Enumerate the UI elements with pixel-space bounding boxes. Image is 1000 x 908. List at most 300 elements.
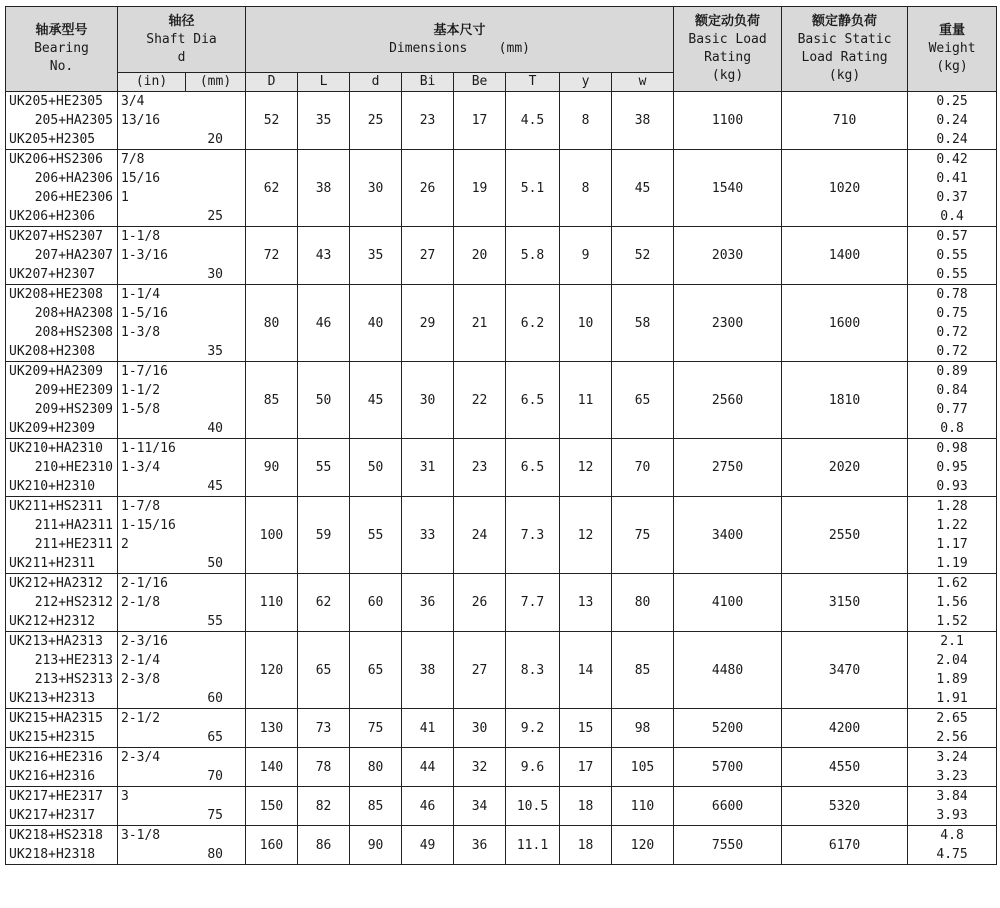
- weight-value: 1.22: [936, 518, 968, 533]
- bearing-model: 210+HE2310: [34, 460, 113, 475]
- cell-Be: 19: [454, 150, 506, 227]
- cell-Bi: 26: [402, 150, 454, 227]
- shaft-mm-cell: [186, 787, 246, 826]
- cell-d: 65: [350, 632, 402, 709]
- cell-y: 12: [560, 497, 612, 574]
- weight-value: 1.56: [936, 595, 968, 610]
- cell-T: 9.6: [506, 748, 560, 787]
- shaft-mm-cell: [186, 709, 246, 748]
- cell-Be: 32: [454, 748, 506, 787]
- bearing-no-cell: [6, 150, 118, 227]
- cell-L: 82: [298, 787, 350, 826]
- cell-Bi: 33: [402, 497, 454, 574]
- weight-cell: [908, 439, 997, 497]
- header-col-Be: Be: [454, 73, 506, 92]
- shaft-inch-cell: [118, 362, 186, 439]
- cell-T: 6.5: [506, 439, 560, 497]
- cell-Bi: 30: [402, 362, 454, 439]
- weight-cell: [908, 574, 997, 632]
- bearing-model: 209+HS2309: [34, 402, 113, 417]
- cell-w: 70: [612, 439, 674, 497]
- table-header: [6, 7, 997, 92]
- header-dyn-zh: 额定动负荷: [695, 14, 761, 29]
- bearing-model: 213+HS2313: [34, 672, 113, 687]
- cell-stat: 3470: [782, 632, 908, 709]
- weight-value: 0.25: [936, 94, 968, 109]
- cell-w: 58: [612, 285, 674, 362]
- bearing-model: UK207+H2307: [9, 267, 96, 282]
- cell-D: 80: [246, 285, 298, 362]
- weight-value: 1.62: [936, 576, 968, 591]
- bearing-no-cell: [6, 92, 118, 150]
- weight-value: 1.19: [936, 556, 968, 571]
- weight-value: 3.84: [936, 789, 968, 804]
- cell-dyn: 2300: [674, 285, 782, 362]
- bearing-model: 211+HA2311: [34, 518, 113, 533]
- cell-L: 50: [298, 362, 350, 439]
- cell-T: 6.2: [506, 285, 560, 362]
- cell-d: 80: [350, 748, 402, 787]
- shaft-inch-spacer: [121, 806, 183, 825]
- cell-d: 50: [350, 439, 402, 497]
- bearing-no-cell: [6, 709, 118, 748]
- weight-cell: [908, 826, 997, 865]
- shaft-inch-value: 1-3/4: [121, 460, 161, 475]
- cell-L: 86: [298, 826, 350, 865]
- bearing-model: UK206+HS2306: [9, 152, 103, 167]
- cell-D: 120: [246, 632, 298, 709]
- cell-w: 98: [612, 709, 674, 748]
- bearing-spec-table: [5, 6, 997, 865]
- cell-D: 100: [246, 497, 298, 574]
- cell-L: 59: [298, 497, 350, 574]
- shaft-inch-spacer: [121, 845, 183, 864]
- shaft-mm-cell: [186, 285, 246, 362]
- cell-dyn: 1540: [674, 150, 782, 227]
- cell-T: 5.1: [506, 150, 560, 227]
- cell-w: 45: [612, 150, 674, 227]
- shaft-inch-spacer: [121, 554, 183, 573]
- bearing-model: UK210+H2310: [9, 479, 96, 494]
- shaft-mm-cell: [186, 632, 246, 709]
- bearing-model: UK207+HS2307: [9, 229, 103, 244]
- cell-y: 12: [560, 439, 612, 497]
- shaft-mm-value: 60: [207, 691, 224, 706]
- bearing-model: UK205+HE2305: [9, 94, 103, 109]
- bearing-model: UK215+HA2315: [9, 711, 103, 726]
- cell-dyn: 4480: [674, 632, 782, 709]
- bearing-model: UK209+H2309: [9, 421, 96, 436]
- table-row: [6, 632, 997, 709]
- cell-d: 60: [350, 574, 402, 632]
- shaft-mm-value: 70: [207, 769, 224, 784]
- cell-d: 90: [350, 826, 402, 865]
- weight-value: 0.72: [936, 325, 968, 340]
- weight-value: 0.84: [936, 383, 968, 398]
- table-body: [6, 92, 997, 865]
- cell-w: 120: [612, 826, 674, 865]
- cell-y: 17: [560, 748, 612, 787]
- shaft-inch-value: 2-3/4: [121, 750, 161, 765]
- bearing-model: UK209+HA2309: [9, 364, 103, 379]
- cell-y: 14: [560, 632, 612, 709]
- cell-Be: 23: [454, 439, 506, 497]
- cell-D: 150: [246, 787, 298, 826]
- bearing-model: UK217+H2317: [9, 808, 96, 823]
- cell-w: 52: [612, 227, 674, 285]
- weight-value: 1.28: [936, 499, 968, 514]
- cell-w: 80: [612, 574, 674, 632]
- bearing-model: UK211+HS2311: [9, 499, 103, 514]
- cell-stat: 2020: [782, 439, 908, 497]
- weight-value: 0.8: [940, 421, 964, 436]
- shaft-inch-cell: [118, 632, 186, 709]
- weight-value: 0.77: [936, 402, 968, 417]
- header-weight: [908, 7, 997, 92]
- weight-value: 2.04: [936, 653, 968, 668]
- shaft-mm-cell: [186, 497, 246, 574]
- shaft-mm-value: 55: [207, 614, 224, 629]
- cell-dyn: 4100: [674, 574, 782, 632]
- table-row: [6, 826, 997, 865]
- cell-stat: 1810: [782, 362, 908, 439]
- shaft-mm-value: 50: [207, 556, 224, 571]
- bearing-model: UK205+H2305: [9, 132, 96, 147]
- cell-y: 13: [560, 574, 612, 632]
- cell-Bi: 44: [402, 748, 454, 787]
- header-unit-in: (in): [118, 73, 186, 92]
- shaft-inch-cell: [118, 497, 186, 574]
- shaft-mm-value: 75: [207, 808, 224, 823]
- cell-Bi: 46: [402, 787, 454, 826]
- header-wt-en: Weight: [928, 41, 976, 56]
- bearing-model: UK213+HA2313: [9, 634, 103, 649]
- table-row: [6, 574, 997, 632]
- header-dims-unit: (mm): [498, 40, 530, 56]
- cell-y: 11: [560, 362, 612, 439]
- shaft-inch-value: 15/16: [121, 171, 161, 186]
- shaft-inch-spacer: [121, 130, 183, 149]
- cell-D: 62: [246, 150, 298, 227]
- cell-dyn: 5700: [674, 748, 782, 787]
- cell-L: 46: [298, 285, 350, 362]
- cell-stat: 6170: [782, 826, 908, 865]
- shaft-inch-value: 3/4: [121, 94, 145, 109]
- weight-value: 0.89: [936, 364, 968, 379]
- shaft-mm-cell: [186, 227, 246, 285]
- shaft-inch-value: 1-1/2: [121, 383, 161, 398]
- cell-T: 8.3: [506, 632, 560, 709]
- shaft-mm-value: 80: [207, 847, 224, 862]
- bearing-model: UK211+H2311: [9, 556, 96, 571]
- header-col-L: L: [298, 73, 350, 92]
- shaft-inch-spacer: [121, 689, 183, 708]
- cell-y: 10: [560, 285, 612, 362]
- bearing-no-cell: [6, 227, 118, 285]
- header-bearing-no: [6, 7, 118, 92]
- cell-Be: 22: [454, 362, 506, 439]
- cell-Bi: 31: [402, 439, 454, 497]
- header-dyn-en-2: Rating: [704, 50, 752, 65]
- weight-cell: [908, 748, 997, 787]
- weight-value: 1.52: [936, 614, 968, 629]
- header-dynamic-load: [674, 7, 782, 92]
- weight-cell: [908, 709, 997, 748]
- shaft-inch-value: 13/16: [121, 113, 161, 128]
- shaft-inch-cell: [118, 787, 186, 826]
- bearing-model: 212+HS2312: [34, 595, 113, 610]
- cell-stat: 1020: [782, 150, 908, 227]
- cell-y: 18: [560, 787, 612, 826]
- cell-stat: 2550: [782, 497, 908, 574]
- shaft-mm-value: 45: [207, 479, 224, 494]
- cell-w: 110: [612, 787, 674, 826]
- weight-cell: [908, 787, 997, 826]
- table-row: [6, 285, 997, 362]
- weight-value: 2.1: [940, 634, 964, 649]
- bearing-model: UK218+H2318: [9, 847, 96, 862]
- cell-w: 38: [612, 92, 674, 150]
- header-unit-mm: (mm): [186, 73, 246, 92]
- shaft-mm-cell: [186, 574, 246, 632]
- shaft-inch-spacer: [121, 612, 183, 631]
- cell-Be: 30: [454, 709, 506, 748]
- bearing-model: 209+HE2309: [34, 383, 113, 398]
- weight-value: 0.4: [940, 209, 964, 224]
- shaft-inch-value: 3-1/8: [121, 828, 161, 843]
- bearing-no-cell: [6, 362, 118, 439]
- bearing-no-cell: [6, 748, 118, 787]
- cell-Bi: 49: [402, 826, 454, 865]
- bearing-no-cell: [6, 574, 118, 632]
- cell-dyn: 5200: [674, 709, 782, 748]
- shaft-inch-cell: [118, 709, 186, 748]
- weight-value: 0.55: [936, 267, 968, 282]
- shaft-inch-value: 2-3/16: [121, 634, 168, 649]
- shaft-mm-value: 40: [207, 421, 224, 436]
- table-row: [6, 439, 997, 497]
- weight-value: 2.56: [936, 730, 968, 745]
- cell-Bi: 36: [402, 574, 454, 632]
- weight-cell: [908, 92, 997, 150]
- header-bearing-zh: 轴承型号: [35, 23, 88, 38]
- cell-d: 55: [350, 497, 402, 574]
- header-stat-unit: (kg): [828, 68, 861, 83]
- shaft-inch-value: 7/8: [121, 152, 145, 167]
- table-row: [6, 227, 997, 285]
- cell-Be: 34: [454, 787, 506, 826]
- cell-d: 40: [350, 285, 402, 362]
- header-wt-zh: 重量: [939, 23, 966, 38]
- weight-value: 0.98: [936, 441, 968, 456]
- cell-stat: 4550: [782, 748, 908, 787]
- bearing-model: 206+HA2306: [34, 171, 113, 186]
- bearing-model: 208+HS2308: [34, 325, 113, 340]
- header-col-D: D: [246, 73, 298, 92]
- bearing-no-cell: [6, 497, 118, 574]
- weight-cell: [908, 362, 997, 439]
- shaft-mm-cell: [186, 362, 246, 439]
- bearing-model: UK212+H2312: [9, 614, 96, 629]
- cell-D: 90: [246, 439, 298, 497]
- table-row: [6, 497, 997, 574]
- cell-L: 38: [298, 150, 350, 227]
- header-wt-unit: (kg): [936, 59, 968, 74]
- bearing-no-cell: [6, 285, 118, 362]
- bearing-model: UK206+H2306: [9, 209, 96, 224]
- cell-d: 85: [350, 787, 402, 826]
- shaft-inch-value: 2-1/8: [121, 595, 161, 610]
- table-row: [6, 787, 997, 826]
- weight-value: 3.23: [936, 769, 968, 784]
- weight-cell: [908, 227, 997, 285]
- weight-value: 0.57: [936, 229, 968, 244]
- header-col-d: d: [350, 73, 402, 92]
- header-col-w: w: [612, 73, 674, 92]
- shaft-inch-value: 2-3/8: [121, 672, 161, 687]
- cell-stat: 1400: [782, 227, 908, 285]
- weight-value: 0.42: [936, 152, 968, 167]
- cell-L: 55: [298, 439, 350, 497]
- cell-dyn: 2560: [674, 362, 782, 439]
- bearing-model: UK213+H2313: [9, 691, 96, 706]
- weight-value: 1.17: [936, 537, 968, 552]
- header-col-T: T: [506, 73, 560, 92]
- cell-y: 18: [560, 826, 612, 865]
- shaft-mm-cell: [186, 439, 246, 497]
- shaft-inch-value: 2-1/2: [121, 711, 161, 726]
- weight-value: 0.75: [936, 306, 968, 321]
- header-stat-en: Basic Static: [797, 32, 892, 47]
- bearing-no-cell: [6, 787, 118, 826]
- weight-value: 0.24: [936, 113, 968, 128]
- cell-stat: 710: [782, 92, 908, 150]
- cell-D: 130: [246, 709, 298, 748]
- cell-dyn: 2750: [674, 439, 782, 497]
- shaft-inch-spacer: [121, 342, 183, 361]
- shaft-inch-value: 1-3/8: [121, 325, 161, 340]
- cell-stat: 3150: [782, 574, 908, 632]
- table-row: [6, 150, 997, 227]
- cell-dyn: 7550: [674, 826, 782, 865]
- weight-value: 0.93: [936, 479, 968, 494]
- cell-stat: 4200: [782, 709, 908, 748]
- header-bearing-en-2: No.: [49, 59, 74, 74]
- shaft-mm-value: 20: [207, 132, 224, 147]
- shaft-mm-value: 25: [207, 209, 224, 224]
- shaft-inch-spacer: [121, 419, 183, 438]
- shaft-inch-value: 1-15/16: [121, 518, 176, 533]
- header-dims-en: [249, 40, 670, 58]
- shaft-inch-cell: [118, 227, 186, 285]
- cell-D: 160: [246, 826, 298, 865]
- cell-d: 45: [350, 362, 402, 439]
- bearing-model: 207+HA2307: [34, 248, 113, 263]
- shaft-inch-cell: [118, 748, 186, 787]
- weight-value: 4.8: [940, 828, 964, 843]
- cell-L: 43: [298, 227, 350, 285]
- cell-T: 6.5: [506, 362, 560, 439]
- bearing-model: UK217+HE2317: [9, 789, 103, 804]
- bearing-model: UK216+H2316: [9, 769, 96, 784]
- bearing-model: 206+HE2306: [34, 190, 113, 205]
- header-dyn-en: Basic Load: [688, 32, 767, 47]
- cell-T: 11.1: [506, 826, 560, 865]
- header-dims-en-text: Dimensions: [389, 40, 468, 56]
- cell-D: 85: [246, 362, 298, 439]
- cell-Bi: 29: [402, 285, 454, 362]
- cell-d: 75: [350, 709, 402, 748]
- shaft-mm-cell: [186, 92, 246, 150]
- cell-Be: 20: [454, 227, 506, 285]
- cell-y: 8: [560, 150, 612, 227]
- weight-value: 0.37: [936, 190, 968, 205]
- header-stat-zh: 额定静负荷: [812, 14, 878, 29]
- header-bearing-en: Bearing: [34, 41, 89, 56]
- cell-d: 35: [350, 227, 402, 285]
- shaft-inch-value: 1-11/16: [121, 441, 176, 456]
- shaft-inch-value: 1-7/16: [121, 364, 168, 379]
- shaft-inch-value: 1-3/16: [121, 248, 168, 263]
- weight-value: 0.95: [936, 460, 968, 475]
- cell-d: 30: [350, 150, 402, 227]
- weight-value: 0.41: [936, 171, 968, 186]
- header-stat-en-2: Load Rating: [801, 50, 888, 65]
- table-row: [6, 92, 997, 150]
- shaft-inch-spacer: [121, 767, 183, 786]
- cell-w: 75: [612, 497, 674, 574]
- cell-d: 25: [350, 92, 402, 150]
- cell-Bi: 41: [402, 709, 454, 748]
- bearing-model: UK218+HS2318: [9, 828, 103, 843]
- weight-value: 0.24: [936, 132, 968, 147]
- weight-cell: [908, 497, 997, 574]
- weight-cell: [908, 632, 997, 709]
- cell-w: 65: [612, 362, 674, 439]
- cell-Bi: 38: [402, 632, 454, 709]
- header-shaft-en: Shaft Dia: [146, 31, 217, 47]
- weight-value: 2.65: [936, 711, 968, 726]
- bearing-model: UK212+HA2312: [9, 576, 103, 591]
- cell-T: 7.7: [506, 574, 560, 632]
- shaft-mm-cell: [186, 748, 246, 787]
- weight-cell: [908, 150, 997, 227]
- bearing-model: UK215+H2315: [9, 730, 96, 745]
- shaft-inch-value: 2-1/16: [121, 576, 168, 591]
- header-dyn-unit: (kg): [711, 68, 744, 83]
- table-row: [6, 748, 997, 787]
- shaft-mm-cell: [186, 826, 246, 865]
- cell-dyn: 1100: [674, 92, 782, 150]
- shaft-inch-value: 1: [121, 190, 129, 205]
- bearing-model: 213+HE2313: [34, 653, 113, 668]
- weight-value: 1.91: [936, 691, 968, 706]
- bearing-no-cell: [6, 632, 118, 709]
- cell-T: 5.8: [506, 227, 560, 285]
- cell-L: 78: [298, 748, 350, 787]
- cell-y: 9: [560, 227, 612, 285]
- cell-L: 62: [298, 574, 350, 632]
- cell-y: 8: [560, 92, 612, 150]
- weight-value: 3.24: [936, 750, 968, 765]
- cell-D: 110: [246, 574, 298, 632]
- cell-T: 7.3: [506, 497, 560, 574]
- cell-Bi: 23: [402, 92, 454, 150]
- bearing-model: UK208+H2308: [9, 344, 96, 359]
- shaft-inch-value: 2-1/4: [121, 653, 161, 668]
- shaft-inch-value: 1-5/8: [121, 402, 161, 417]
- shaft-inch-value: 1-1/8: [121, 229, 161, 244]
